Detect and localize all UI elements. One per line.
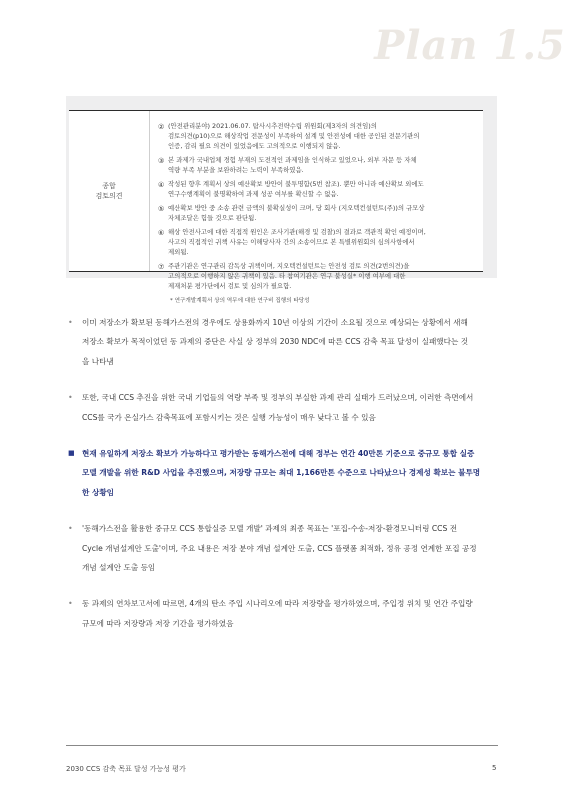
bullet-list [68,313,498,650]
opinion-item [158,262,475,292]
opinion-number: ② [158,123,165,131]
brand-watermark: Plan 1.5 [374,22,566,69]
bullet-square-icon: ■ [68,449,75,458]
bullet-dot-icon: • [68,318,73,327]
review-label-line2: 검토의견 [95,192,123,200]
opinion-item [158,228,475,258]
opinion-item [158,156,475,176]
bullet-item [68,388,498,427]
opinion-number: ③ [158,156,165,165]
opinion-item [158,180,475,200]
bullet-text: 이미 저장소가 확보된 동해가스전의 경우에도 상용화까지 10년 이상의 기간이 소요될 것으로 예상되는 상황에서 새해 저장소 확보가 목적이었던 동 과제의 중단은 사실 상 정부의 2030 NDC에 따른 CCS 감축 목표 달성이 실패했다는 것 을 나타냄 [82,318,469,366]
bullet-text: 또한, 국내 CCS 추진을 위한 국내 기업들의 역량 부족 및 정부의 부실한 과제 관리 실태가 드러났으며, 이러한 측면에서 CCS를 국가 온실가스 감축목표에 포함시키는 것은 실행 가능성이 매우 낮다고 볼 수 있음 [82,393,474,422]
bullet-text: 동 과제의 연차보고서에 따르면, 4개의 탄소 주입 시나리오에 따라 저장량을 평가하였으며, 주입정 위치 및 연간 주입량 규모에 따라 저장량과 저장 기간을 평가하였음 [82,599,473,628]
opinion-text: 주관기관은 연구관리 감독상 귀책이며, 지오텍컨설턴트는 안전성 검토 의견(2번의견)을 고의적으로 이행하지 않은 귀책이 있음. 타 참여기관은 연구 불성실* 이행 여부에 대한 제재처분 평가단에서 검토 및 심의가 필요함. [168,261,410,290]
key-bullet-text: 현재 유일하게 저장소 확보가 가능하다고 평가받는 동해가스전에 대해 정부는 연간 40만톤 기준으로 중규모 통합 실증 모델 개발을 위한 R&D 사업을 추진했으며, 저장량 규모는 최대 1,166만톤 수준으로 나타났으나 경제성 확보는 불투명 한 상황임 [82,449,481,497]
opinion-text: 작성된 향후 계획서 상의 예산확보 방안이 불투명함(5번 참조). 뿐만 아니라 예산확보 외에도 연구수행계획이 불명확하여 과제 성공 여부를 확신할 수 없음. [168,179,424,198]
bullet-dot-icon: • [68,524,73,534]
review-label-line1: 종합 [102,181,116,190]
opinion-number: ⑦ [158,262,165,271]
footer-title: 2030 CCS 감축 목표 달성 가능성 평가 [66,765,186,773]
review-content-cell [150,111,483,304]
opinion-text: 본 과제가 국내업체 경험 부재의 도전적인 과제임을 인식하고 있었으나, 외부 자문 등 자체 역량 부족 부분을 보완하려는 노력이 부족하였음. [168,155,417,174]
review-table [69,110,483,304]
bullet-text: '동해가스전을 활용한 중규모 CCS 통합실증 모델 개발' 과제의 최종 목표는 '포집-수송-저장-환경모니터링 CCS 전 Cycle 개념설계안 도출'이며, 주요 내용은 저장 분야 개념 설계안 도출, CCS 플랫폼 최적화, 정유 공정 연계한 포집 공정 개념 설계안 도출 등임 [82,524,477,573]
bullet-dot-icon: • [68,599,73,609]
opinion-item [158,204,475,224]
opinion-text: 예산확보 방안 중 소송 관련 금액의 불확실성이 크며, 당 회사 (지오텍컨설턴트(주))의 규모상 자체조달은 힘들 것으로 판단됨. [168,203,425,222]
opinion-number: ④ [158,180,165,189]
page-number: 5 [492,764,497,772]
review-label-cell [69,111,150,271]
opinion-text: (안전관리분야) 2021.06.07. 탐사시추전략수립 위원회(제3자의 의견임)의 검토의견(p10)으로 해상작업 전문성이 부족하여 설계 및 안전성에 대한 공인된 전문기관의 인증, 감리 필요 의견이 있었음에도 고의적으로 이행되지 않음. [168,122,420,150]
bullet-item [68,594,498,633]
opinion-text: 해상 안전사고에 대한 직접적 원인은 조사기관(해경 및 검찰)의 결과로 객관적 확인 예정이며, 사고의 직접적인 귀책 사유는 이해당사자 간의 소송이므로 본 특별위원회의 심의사항에서 제외됨. [168,227,426,256]
bullet-item [68,519,498,577]
opinion-number: ⑤ [158,204,165,213]
bullet-dot-icon: • [68,393,73,403]
table-footnote: * 연구개발계획서 상의 역무에 대한 연구비 집행의 타당성 [170,297,310,304]
key-bullet-item [68,444,498,502]
bullet-item [68,313,498,371]
opinion-item [158,122,475,152]
footer-divider [66,745,498,746]
opinion-number: ⑥ [158,228,165,237]
